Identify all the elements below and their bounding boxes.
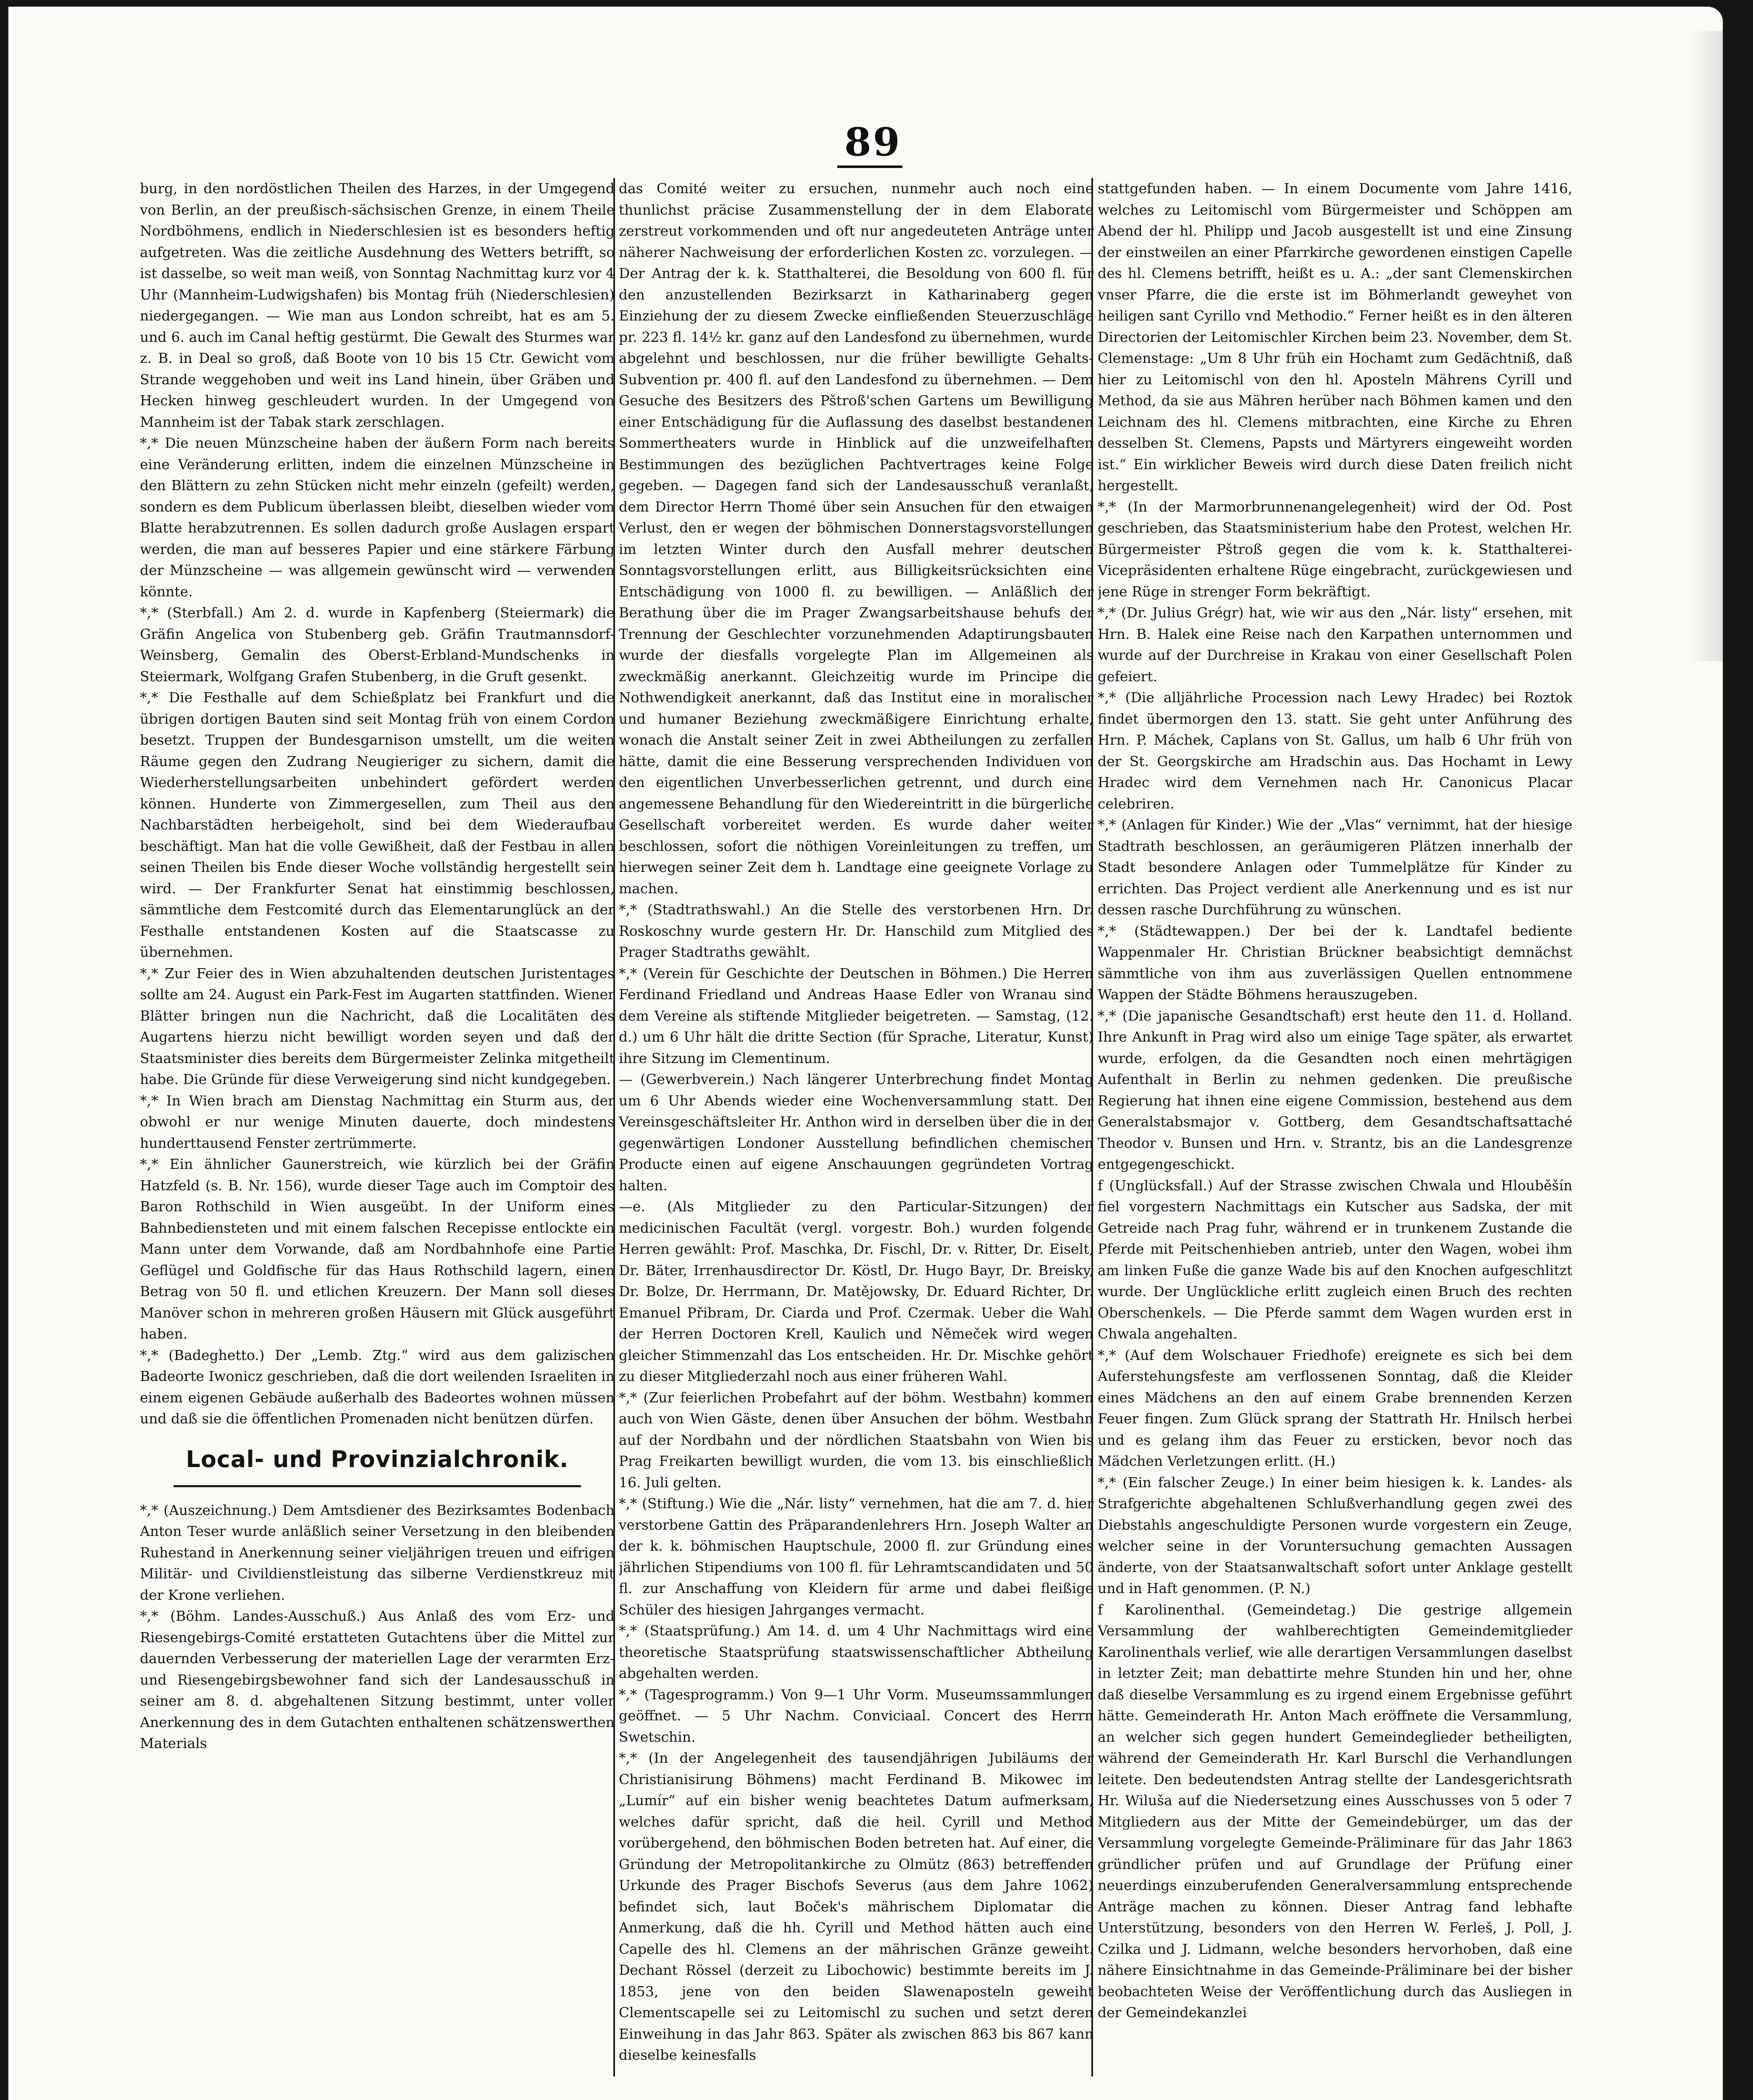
article-paragraph: f (Unglücksfall.) Auf der Strasse zwischen Chwala und Hlouběšín fiel vorgestern Nachmittags ein Kutscher aus Sadska, der mit Getreide nach Prag fuhr, während er in trunkenem Zustande die Pferde mit Peitschenhieben antrieb, unter den Wagen, wobei ihm am linken Fuße die ganze Wade bis auf den Knochen aufgeschlitzt wurde. Der Unglückliche erlitt zugleich einen Bruch des rechten Oberschenkels. — Die Pferde sammt dem Wagen wurden erst in Chwala angehalten. [1098,1177,1572,1342]
article-paragraph: *,* Die Festhalle auf dem Schießplatz bei Frankfurt und die übrigen dortigen Bauten sind seit Montag früh von einem Cordon besetzt. Truppen der Bundesgarnison umstellt, um die weiten Räume gegen den Zudrang Neugieriger zu sichern, damit die Wiederherstellungsarbeiten unbehindert gefördert werden können. Hunderte von Zimmergesellen, zum Theil aus den Nachbarstädten herbeigeholt, sind bei dem Wiederaufbau beschäftigt. Man hat die volle Gewißheit, daß der Festbau in allen seinen Theilen bis Ende dieser Woche vollständig hergestellt sein wird. — Der Frankfurter Senat hat einstimmig beschlossen, sämmtliche dem Festcomité durch das Elementarunglück an der Festhalle entstandenen Kosten auf die Staatscasse zu übernehmen. [140,689,615,960]
section-heading: Local- und Provinzialchronik. [186,1446,569,1473]
article-paragraph: f Karolinenthal. (Gemeindetag.) Die gestrige allgemein Versammlung der wahlberechtigten Gemeindemitglieder Karolinenthals verlief, wie alle derartigen Versammlungen daselbst in letzter Zeit; man debattirte mehre Stunden hin und her, ohne daß dieselbe Versammlung es zu irgend einem Ergebnisse geführt hätte. Gemeinderath Hr. Anton Mach eröffnete die Versammlung, an welcher sich gegen hundert Gemeindeglieder betheiligten, während der Gemeinderath Hr. Karl Burschl die Verhandlungen leitete. Den bedeutendsten Antrag stellte der Landesgerichtsrath Hr. Wiluša auf die Niedersetzung eines Ausschusses von 5 oder 7 Mitgliedern aus der Mitte der Gemeindebürger, um das der Versammlung vorgelegte Gemeinde-Präliminare für das Jahr 1863 gründlicher prüfen und auf Grundlage der Prüfung einer neuerdings einzuberufenden Generalversammlung entsprechende Anträge machen zu können. Dieser Antrag fand lebhafte Unterstützung, besonders von den Herren W. Ferleš, J. Poll, J. Czilka und J. Lidmann, welche besonders hervorhoben, daß eine nähere Einsichtnahme in das Gemeinde-Präliminare bei der bisher beobachteten Weise der Veröffentlichung durch das Ausliegen in der Gemeindekanzlei [1098,1601,1572,2021]
article-paragraph: *,* (Sterbfall.) Am 2. d. wurde in Kapfenberg (Steiermark) die Gräfin Angelica von Stubenberg geb. Gräfin Trautmannsdorf-Weinsberg, Gemalin des Oberst-Erbland-Mundschenks in Steiermark, Wolfgang Grafen Stubenberg, in die Gruft gesenkt. [140,604,615,685]
text-column-2 [619,178,1093,2100]
article-paragraph: *,* (Stadtrathswahl.) An die Stelle des verstorbenen Hrn. Dr. Roskoschny wurde gestern Hr. Dr. Hanschild zum Mitglied des Prager Stadtraths gewählt. [619,901,1093,960]
article-paragraph: *,* (Böhm. Landes-Ausschuß.) Aus Anlaß des vom Erz- und Riesengebirgs-Comité erstatteten Gutachtens über die Mittel zur dauernden Verbesserung der materiellen Lage der verarmten Erz- und Riesengebirgsbewohner fand sich der Landesausschuß in seiner am 8. d. abgehaltenen Sitzung bestimmt, unter voller Anerkennung des in dem Gutachten enthaltenen schätzenswerthen Materials [140,1608,615,1751]
article-paragraph: *,* (Auf dem Wolschauer Friedhofe) ereignete es sich bei dem Auferstehungsfeste am verflossenen Sonntag, daß die Kleider eines Mädchens an den auf einem Grabe brennenden Kerzen Feuer fingen. Zum Glück sprang der Stattrath Hr. Hnilsch herbei und es gelang ihm das Feuer zu ersticken, bevor noch das Mädchen Verletzungen erlitt. (H.) [1098,1347,1572,1469]
article-paragraph: *,* (Die japanische Gesandtschaft) erst heute den 11. d. Holland. Ihre Ankunft in Prag wird also um einige Tage später, als erwartet wurde, erfolgen, da die Gesandten noch einen mehrtägigen Aufenthalt in Berlin zu nehmen gedenken. Die preußische Regierung hat ihnen eine eigene Commission, bestehend aus dem Generalstabsmajor v. Gottberg, dem Gesandtschaftsattaché Theodor v. Bunsen und Hrn. v. Strantz, bis an die Landesgrenze entgegengeschickt. [1098,1007,1572,1172]
article-paragraph: stattgefunden haben. — In einem Documente vom Jahre 1416, welches zu Leitomischl vom Bürgermeister und Schöppen am Abend der hl. Philipp und Jacob ausgestellt ist und eine Zinsung der einstweilen an einer Pfarrkirche gewordenen einstigen Capelle des hl. Clemens betrifft, heißt es u. A.: „der sant Clemenskirchen vnser Pfarre, die die erste ist im Böhmerlandt geweyhet von heiligen sant Cyrillo vnd Methodio.“ Ferner heißt es in den älteren Directorien der Leitomischler Kirchen beim 23. November, dem St. Clemenstage: „Um 8 Uhr früh ein Hochamt zum Gedächtniß, daß hier zu Leitomischl von den hl. Aposteln Mährens Cyrill und Method, da sie aus Mähren herüber nach Böhmen kamen und den Leichnam des hl. Clemens mitbrachten, eine Kirche zu Ehren desselben St. Clemens, Papsts und Märtyrers eingeweiht worden ist.“ Ein wirklicher Beweis wird durch diese Daten freilich nicht hergestellt. [1098,180,1572,494]
article-paragraph: *,* (Auszeichnung.) Dem Amtsdiener des Bezirksamtes Bodenbach Anton Teser wurde anläßlich seiner Versetzung in den bleibenden Ruhestand in Anerkennung seiner vieljährigen treuen und eifrigen Militär- und Civildienstleistung das silberne Verdienstkreuz mit der Krone verliehen. [140,1502,615,1603]
text-column-1 [140,178,615,2100]
article-paragraph: *,* Die neuen Münzscheine haben der äußern Form nach bereits eine Veränderung erlitten, indem die einzelnen Münzscheine in den Blättern zu zehn Stücken nicht mehr einzeln (gefeilt) werden, sondern es dem Publicum überlassen bleibt, dieselben wieder vom Blatte herabzutrennen. Es sollen dadurch große Auslagen erspart werden, die man auf besseres Papier und eine stärkere Färbung der Münzscheine — was allgemein gewünscht wird — verwenden könnte. [140,435,615,600]
article-paragraph: *,* (Staatsprüfung.) Am 14. d. um 4 Uhr Nachmittags wird eine theoretische Staatsprüfung staatswissenschaftlicher Abtheilung abgehalten werden. [619,1622,1093,1681]
article-paragraph: *,* (Städtewappen.) Der bei der k. Landtafel bediente Wappenmaler Hr. Christian Brückner beabsichtigt demnächst sämmtliche von ihm aus zuverlässigen Quellen entnommene Wappen der Städte Böhmens herauszugeben. [1098,922,1572,1003]
article-paragraph: das Comité weiter zu ersuchen, nunmehr auch noch eine thunlichst präcise Zusammenstellung der in dem Elaborate zerstreut vorkommenden und oft nur angedeuteten Anträge unter näherer Nachweisung der erforderlichen Kosten zc. vorzulegen. — Der Antrag der k. k. Statthalterei, die Besoldung von 600 fl. für den anzustellenden Bezirksarzt in Katharinaberg gegen Einziehung der zu diesem Zwecke einfließenden Steuerzuschläge pr. 223 fl. 14½ kr. ganz auf den Landesfond zu übernehmen, wurde abgelehnt und beschlossen, nur die früher bewilligte Gehalts-Subvention pr. 400 fl. auf den Landesfond zu übernehmen. — Dem Gesuche des Besitzers des Pštroß'schen Gartens um Bewilligung einer Entschädigung für die Auflassung des daselbst bestandenen Sommertheaters wurde in Hinblick auf die unzweifelhaften Bestimmungen des bezüglichen Pachtvertrages keine Folge gegeben. — Dagegen fand sich der Landesausschuß veranlaßt, dem Director Herrn Thomé über sein Ansuchen für den etwaigen Verlust, den er wegen der böhmischen Donnerstagsvorstellungen im letzten Winter durch den Ausfall mehrer deutschen Sonntagsvorstellungen erlitt, aus Billigkeitsrücksichten eine Entschädigung von 1000 fl. zu bewilligen. — Anläßlich der Berathung über die im Prager Zwangsarbeitshause behufs der Trennung der Geschlechter vorzunehmenden Adaptirungsbauten wurde der diesfalls vorgelegte Plan im Allgemeinen als zweckmäßig anerkannt. Gleichzeitig wurde im Principe die Nothwendigkeit anerkannt, daß das Institut eine in moralischer und humaner Beziehung zweckmäßigere Einrichtung erhalte, wonach die Anstalt seiner Zeit in zwei Abtheilungen zu zerfallen hätte, damit die eine Besserung versprechenden Individuen von den eigentlichen Unverbesserlichen getrennt, und durch eine angemessene Behandlung für den Wiedereintritt in die bürgerliche Gesellschaft vorbereitet werden. Es wurde daher weiter beschlossen, sofort die nöthigen Voreinleitungen zu treffen, um hierwegen seiner Zeit dem h. Landtage eine geeignete Vorlage zu machen. [619,180,1093,897]
page-edge-shadow [1690,31,1724,661]
newspaper-page [8,6,1724,2100]
article-paragraph: *,* (Zur feierlichen Probefahrt auf der böhm. Westbahn) kommen auch von Wien Gäste, denen über Ansuchen der böhm. Westbahn auf der Nordbahn und der nördlichen Staatsbahn von Wien bis Prag Freikarten bewilligt wurden, die vom 13. bis einschließlich 16. Juli gelten. [619,1389,1093,1491]
article-paragraph: —e. (Als Mitglieder zu den Particular-Sitzungen) der medicinischen Facultät (vergl. vorgestr. Boh.) wurden folgende Herren gewählt: Prof. Maschka, Dr. Fischl, Dr. v. Ritter, Dr. Eiselt, Dr. Bäter, Irrenhausdirector Dr. Köstl, Dr. Hugo Bayr, Dr. Breisky, Dr. Bolze, Dr. Herrmann, Dr. Matějowsky, Dr. Eduard Richter, Dr. Emanuel Přibram, Dr. Ciarda und Prof. Czermak. Ueber die Wahl der Herren Doctoren Krell, Kaulich und Němeček wird wegen gleicher Stimmenzahl das Los entscheiden. Hr. Dr. Mischke gehört zu dieser Mitgliederzahl noch aus einer früheren Wahl. [619,1198,1093,1384]
article-paragraph: *,* (Stiftung.) Wie die „Nár. listy“ vernehmen, hat die am 7. d. hier verstorbene Gattin des Präparandenlehrers Hrn. Joseph Walter an der k. k. böhmischen Hauptschule, 2000 fl. zur Gründung eines jährlichen Stipendiums von 100 fl. für Lehramtscandidaten und 50 fl. zur Anschaffung von Kleidern für arme und dabei fleißige Schüler des hiesigen Jahrganges vermacht. [619,1495,1093,1618]
article-paragraph: *,* (Tagesprogramm.) Von 9—1 Uhr Vorm. Museumssammlungen geöffnet. — 5 Uhr Nachm. Conviciaal. Concert des Herrn Swetschin. [619,1686,1093,1745]
page-number-underline [837,165,902,168]
page-number: 89 [844,119,902,165]
article-paragraph: *,* (Die alljährliche Procession nach Lewy Hradec) bei Roztok findet übermorgen den 13. statt. Sie geht unter Anführung des Hrn. P. Máchek, Caplans von St. Gallus, um halb 6 Uhr früh von der St. Georgskirche am Hradschin aus. Das Hochamt in Lewy Hradec wird dem Vernehmen nach Hr. Canonicus Placar celebriren. [1098,689,1572,812]
article-paragraph: *,* (Badeghetto.) Der „Lemb. Ztg.“ wird aus dem galizischen Badeorte Iwonicz geschrieben, daß die dort weilenden Israeliten in einem eigenen Gebäude außerhalb des Badeortes wohnen müssen und daß sie die öffentlichen Promenaden nicht benützen dürfen. [140,1347,615,1427]
article-paragraph: *,* Zur Feier des in Wien abzuhaltenden deutschen Juristentages sollte am 24. August ein Park-Fest im Augarten stattfinden. Wiener Blätter bringen nun die Nachricht, daß die Localitäten des Augartens hierzu nicht bewilligt worden seyen und daß der Staatsminister dies bereits dem Bürgermeister Zelinka mitgetheilt habe. Die Gründe für diese Verweigerung sind nicht kundgegeben. [140,965,615,1087]
article-paragraph: *,* (Dr. Julius Grégr) hat, wie wir aus den „Nár. listy“ ersehen, mit Hrn. B. Halek eine Reise nach den Karpathen unternommen und wurde auf der Durchreise in Krakau von einer Gesellschaft Polen gefeiert. [1098,604,1572,685]
text-column-3 [1098,178,1572,2100]
article-paragraph: *,* In Wien brach am Dienstag Nachmittag ein Sturm aus, der obwohl er nur wenige Minuten dauerte, doch mindestens hunderttausend Fenster zertrümmerte. [140,1092,615,1151]
article-paragraph: *,* Ein ähnlicher Gaunerstreich, wie kürzlich bei der Gräfin Hatzfeld (s. B. Nr. 156), wurde dieser Tage auch im Comptoir des Baron Rothschild in Wien ausgeübt. In der Uniform eines Bahnbediensteten und mit einem falschen Recepisse entlockte ein Mann unter dem Vorwande, daß am Nordbahnhofe eine Partie Geflügel und Goldfische für das Haus Rothschild lagern, einen Betrag von 50 fl. und etlichen Kreuzern. Der Mann soll dieses Manöver schon in mehreren großen Häusern mit Glück ausgeführt haben. [140,1156,615,1342]
article-paragraph: *,* (In der Marmorbrunnenangelegenheit) wird der Od. Post geschrieben, das Staatsministerium habe den Protest, welchen Hr. Bürgermeister Pštroß gegen die vom k. k. Statthalterei-Vicepräsidenten erhaltene Rüge eingebracht, zurückgewiesen und jene Rüge in strenger Form bekräftigt. [1098,498,1572,600]
article-paragraph: burg, in den nordöstlichen Theilen des Harzes, in der Umgegend von Berlin, an der preußisch-sächsischen Grenze, in einem Theile Nordböhmens, endlich in Niederschlesien ist es besonders heftig aufgetreten. Was die zeitliche Ausdehnung des Wetters betrifft, so ist dasselbe, so weit man weiß, von Sonntag Nachmittag kurz vor 4 Uhr (Mannheim-Ludwigshafen) bis Montag früh (Niederschlesien) niedergegangen. — Wie man aus London schreibt, hat es am 5. und 6. auch im Canal heftig gestürmt. Die Gewalt des Sturmes war z. B. in Deal so groß, daß Boote von 10 bis 15 Ctr. Gewicht vom Strande weggehoben und weit ins Land hinein, über Gräben und Hecken hinweg geschleudert wurden. In der Umgegend von Mannheim ist der Tabak stark zerschlagen. [140,180,615,430]
article-paragraph: *,* (Anlagen für Kinder.) Wie der „Vlas“ vernimmt, hat der hiesige Stadtrath beschlossen, an geräumigeren Plätzen innerhalb der Stadt besondere Anlagen oder Tummelplätze für Kinder zu errichten. Das Project verdient alle Anerkennung und es ist nur dessen rasche Durchführung zu wünschen. [1098,816,1572,918]
section-heading-rule [173,1485,581,1487]
article-paragraph: *,* (In der Angelegenheit des tausendjährigen Jubiläums der Christianisirung Böhmens) macht Ferdinand B. Mikowec im „Lumír“ auf ein bisher wenig beachtetes Datum aufmerksam, welches dafür spricht, daß die heil. Cyrill und Method vorübergehend, den böhmischen Boden betreten hat. Auf einer, die Gründung der Metropolitankirche zu Olmütz (863) betreffenden Urkunde des Prager Bischofs Severus (aus dem Jahre 1062) befindet sich, laut Boček's mährischem Diplomatar die Anmerkung, daß die hh. Cyrill und Method hätten auch eine Capelle des hl. Clemens an der mährischen Gränze geweiht. Dechant Rössel (derzeit zu Libochowic) bestimmte bereits im J. 1853, jene von den beiden Slawenaposteln geweiht Clementscapelle sei zu Leitomischl zu suchen und setzt deren Einweihung in das Jahr 863. Später als zwischen 863 bis 867 kann dieselbe keinesfalls [619,1750,1093,2063]
article-paragraph: *,* (Ein falscher Zeuge.) In einer beim hiesigen k. k. Landes- als Strafgerichte abgehaltenen Schlußverhandlung gegen zwei des Diebstahls angeschuldigte Personen wurde vorgestern ein Zeuge, welcher seine in der Voruntersuchung gemachten Aussagen änderte, von der Staatsanwaltschaft sofort unter Anklage gestellt und in Haft genommen. (P. N.) [1098,1474,1572,1596]
article-paragraph: *,* (Verein für Geschichte der Deutschen in Böhmen.) Die Herren Ferdinand Friedland und Andreas Haase Edler von Wranau sind dem Vereine als stiftende Mitglieder beigetreten. — Samstag, (12. d.) um 6 Uhr hält die dritte Section (für Sprache, Literatur, Kunst) ihre Sitzung im Clementinum. [619,965,1093,1066]
article-paragraph: — (Gewerbverein.) Nach längerer Unterbrechung findet Montag um 6 Uhr Abends wieder eine Wochenversammlung statt. Der Vereinsgeschäftsleiter Hr. Anthon wird in derselben über die in der gegenwärtigen Londoner Ausstellung befindlichen chemischen Producte einen auf eigene Anschauungen gegründeten Vortrag halten. [619,1071,1093,1194]
